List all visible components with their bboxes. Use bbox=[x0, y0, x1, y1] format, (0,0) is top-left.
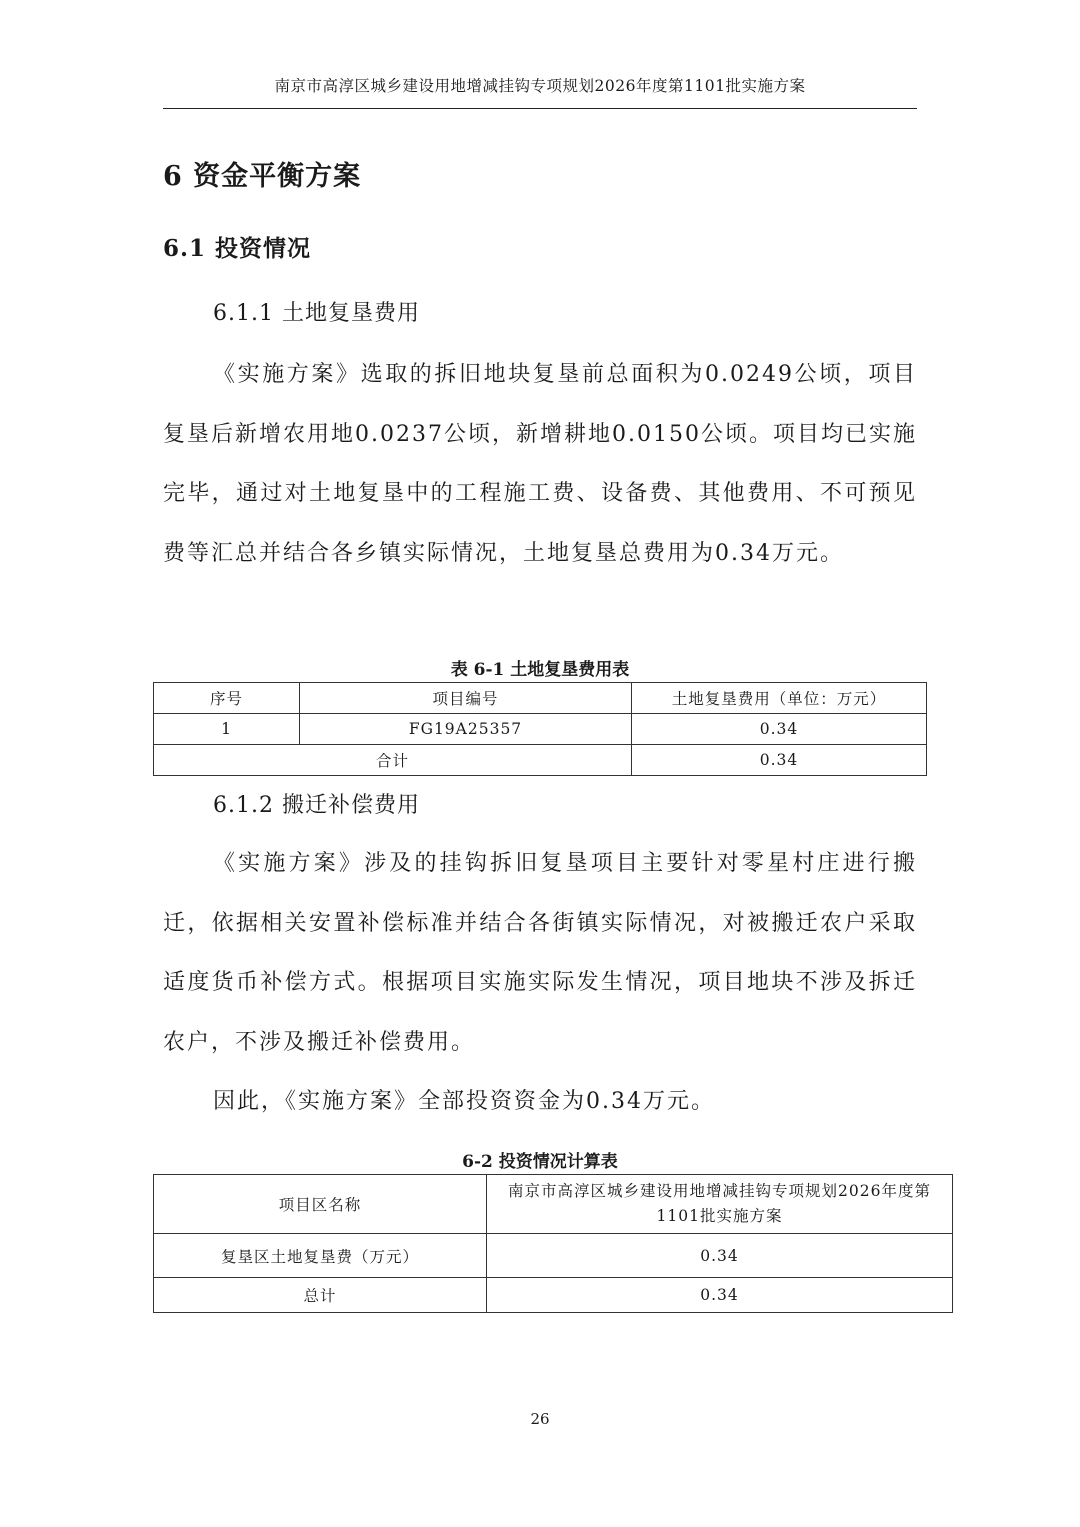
cell-total-label: 总计 bbox=[154, 1278, 487, 1313]
cell-index: 1 bbox=[154, 714, 300, 745]
subsection-title-611: 6.1.1 土地复垦费用 bbox=[213, 301, 420, 326]
header-cost: 土地复垦费用（单位：万元） bbox=[632, 683, 927, 714]
table-61-caption: 表 6-1 土地复垦费用表 bbox=[450, 660, 630, 680]
page-number: 26 bbox=[530, 1410, 550, 1428]
section-title: 6.1 投资情况 bbox=[163, 235, 312, 262]
cell-name-label: 项目区名称 bbox=[154, 1175, 487, 1234]
cell-fee-value: 0.34 bbox=[487, 1234, 953, 1278]
header-project-code: 项目编号 bbox=[300, 683, 632, 714]
investment-table bbox=[153, 1174, 953, 1313]
reclamation-cost-table bbox=[153, 682, 927, 776]
cell-fee-label: 复垦区土地复垦费（万元） bbox=[154, 1234, 487, 1278]
cell-total-value: 0.34 bbox=[487, 1278, 953, 1313]
table-total-row bbox=[154, 1278, 953, 1313]
table-row bbox=[154, 1175, 953, 1234]
running-header: 南京市高淳区城乡建设用地增减挂钩专项规划2026年度第1101批实施方案 bbox=[274, 77, 806, 95]
table-header-row bbox=[154, 683, 927, 714]
header-rule bbox=[163, 108, 917, 109]
total-value: 0.34 bbox=[632, 745, 927, 776]
table-total-row bbox=[154, 745, 927, 776]
cell-name-value: 南京市高淳区城乡建设用地增减挂钩专项规划2026年度第1101批实施方案 bbox=[487, 1175, 953, 1234]
paragraph-reclamation-cost: 《实施方案》选取的拆旧地块复垦前总面积为0.0249公顷，项目复垦后新增农用地0.0237公顷，新增耕地0.0150公顷。项目均已实施完毕，通过对土地复垦中的工程施工费、设备费、其他费用、不可预见费等汇总并结合各乡镇实际情况，土地复垦总费用为0.34万元。 bbox=[163, 362, 917, 566]
paragraph-relocation-cost: 《实施方案》涉及的挂钩拆旧复垦项目主要针对零星村庄进行搬迁，依据相关安置补偿标准并结合各街镇实际情况，对被搬迁农户采取适度货币补偿方式。根据项目实施实际发生情况，项目地块不涉及拆迁农户，不涉及搬迁补偿费用。 bbox=[163, 851, 917, 1055]
subsection-title-612: 6.1.2 搬迁补偿费用 bbox=[213, 793, 420, 818]
header-index: 序号 bbox=[154, 683, 300, 714]
table-row bbox=[154, 714, 927, 745]
total-label: 合计 bbox=[154, 745, 632, 776]
table-row bbox=[154, 1234, 953, 1278]
paragraph-conclusion: 因此，《实施方案》全部投资资金为0.34万元。 bbox=[213, 1089, 715, 1114]
cell-cost: 0.34 bbox=[632, 714, 927, 745]
cell-project-code: FG19A25357 bbox=[300, 714, 632, 745]
table-62-caption: 6-2 投资情况计算表 bbox=[462, 1152, 618, 1172]
chapter-title: 6 资金平衡方案 bbox=[163, 161, 362, 192]
